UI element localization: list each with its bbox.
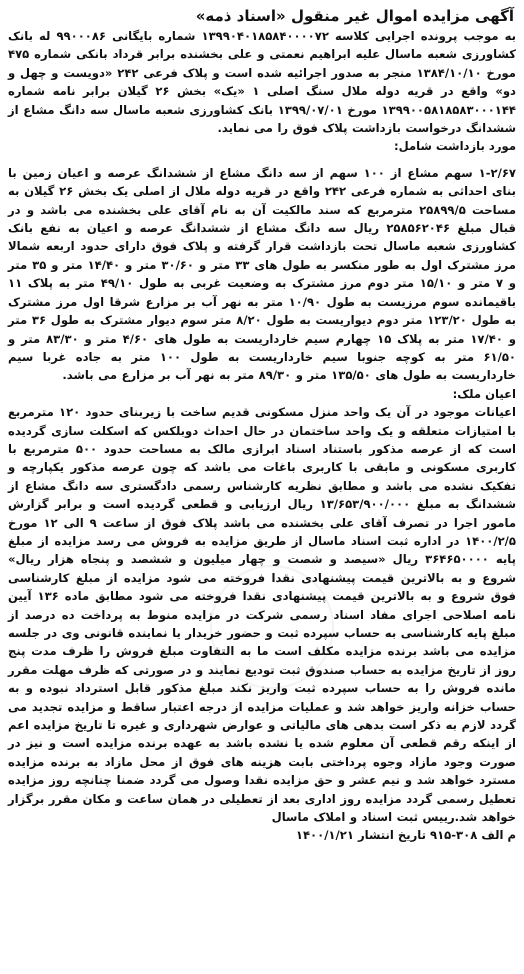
seized-items-label: مورد بازداشت شامل: — [393, 139, 516, 154]
seized-item-1-paragraph: ۱-۲/۶۷ سهم مشاع از ۱۰۰ سهم از سه دانگ مشاع از ششدانگ عرصه و اعیان زمین با بنای احداثی به شماره فرعی ۲۴۲ واقع در قریه دوله ملال از اصلی یک بخش ۲۶ گیلان به مساحت ۲۵۸۹۹/۵ مترمربع که سند مالکیت آن به نام آقای علی بخشنده می باشد و در قبال مبلغ ۲۵۸۵۶۲۰۴۶ ریال سه دانگ مشاع از ششدانگ عرصه و اعیان به نفع بانک کشاورزی شعبه ماسال تحت بازداشت قرار گرفته و پلاک فوق دارای حدود اربعه شمالا مرز مشترک اول به طور منکسر به طول های ۳۳ متر و ۳۰/۶۰ متر و ۱۴/۴۰ متر و ۳۵ متر و ۷ متر و ۱۵/۱۰ متر دوم مرز مشترک به وضعیت غربی به طول ۴۹/۱۰ متر به پلاک ۱۱ باقیمانده سوم مرزیست به طول ۱۰/۹۰ متر به نهر آب بر مزارع شرقا اول مرز مشترک به طول ۱۲۳/۲۰ متر دوم دیواریست به طول ۸/۲۰ متر سوم دیوار مشترک به طول ۳۶ متر و ۱۷/۴۰ متر به پلاک ۱۵ چهارم سیم خارداریست به طول های ۴/۶۰ متر و ۸۳/۳۰ متر و ۶۱/۵۰ متر به کوچه جنوبا سیم خارداریست به طول ۱۰۰ متر به جاده غربا سیم خارداریست به طول های ۱۳۵/۵۰ متر و ۸۹/۳۰ متر به نهر آب بر مزارع می باشد. — [8, 165, 516, 383]
estate-details-paragraph: اعیانات موجود در آن یک واحد منزل مسکونی قدیم ساخت با زیربنای حدود ۱۲۰ مترمربع با امتیازات متعلقه و یک واحد ساختمان در حال احداث دوبلکس که اسکلت سازی گردیده است که از عرصه مذکور باستناد اسناد ابرازی مالک به مساحت حدود ۵۰۰ مترمربع با کاربری مسکونی و مابقی با کاربری باغات می باشد که چون عرصه مذکور یکپارچه و تفکیک نشده می باشد و مطابق نظریه کارشناس رسمی دادگستری سه دانگ مشاع از ششدانگ به مبلغ ۱۳/۶۵۳/۹۰۰/۰۰۰ ریال ارزیابی و قطعی گردیده است و برابر گزارش مامور اجرا در تصرف آقای علی بخشنده می باشد پلاک فوق از ساعت ۹ الی ۱۲ مورخ ۱۴۰۰/۲/۵ در اداره ثبت اسناد ماسال از طریق مزایده به فروش می رسد مزایده از مبلغ پایه ۳۶۴۶۵۰۰۰۰ ریال «سیصد و شصت و چهار میلیون و ششصد و پنجاه هزار ریال» شروع و به بالاترین قیمت پیشنهادی نقدا فروخته می شود مزایده از مبلغ کارشناسی فوق شروع و به بالاترین قیمت پیشنهادی نقدا فروخته می شود مطابق ماده ۱۳۶ آیین نامه اصلاحی اجرای مفاد اسناد رسمی شرکت در مزایده منوط به پرداخت ده درصد از مبلغ پایه کارشناسی به حساب سپرده ثبت و حضور خریدار یا نماینده قانونی وی در جلسه مزایده می باشد برنده مزایده مکلف است ما به التفاوت مبلغ فروش را ظرف مدت پنج روز از تاریخ مزایده به حساب صندوق ثبت تودیع نمایند و در صورتی که ظرف مهلت مقرر مانده فروش را به حساب سپرده ثبت واریز نکند مبلغ مذکور قابل استرداد نبوده و به حساب خزانه واریز خواهد شد و عملیات مزایده از درجه اعتبار ساقط و مزایده تجدید می گردد لازم به ذکر است بدهی های مالیاتی و عوارض شهرداری و غیره تا تاریخ مزایده اعم از اینکه رقم قطعی آن معلوم شده یا نشده باشد به عهده برنده مزایده است و نیز در صورت وجود مازاد وجوه پرداختی بابت هزینه های فوق از محل مازاد به برنده مزایده مسترد خواهد شد و نیم عشر و حق مزایده نقدا وصول می گردد ضمنا چنانچه روز مزایده تعطیل رسمی گردد مزایده روز اداری بعد از تعطیلی در همان ساعت و مکان مقرر برگزار خواهد شد.رییس ثبت اسناد و املاک ماسال — [8, 405, 517, 825]
notice-title: آگهی مزایده اموال غیر منقول «اسناد ذمه» — [195, 7, 514, 25]
notice-footer: م الف ۳۰۸-۹۱۵ تاریخ انتشار ۱۴۰۰/۱/۲۱ — [295, 828, 516, 843]
notice-intro-paragraph: به موجب پرونده اجرایی کلاسه ۱۳۹۹۰۴۰۱۸۵۸۴۰۰۰۰۷۲ شماره بایگانی ۹۹۰۰۰۸۶ له بانک کشاورزی شعبه ماسال علیه ابراهیم نعمتی و علی بخشنده برابر قرداد بانکی شماره ۴۷۵ مورخ ۱۳۸۴/۱۰/۱۰ منجر به صدور اجرائیه شده است و پلاک فرعی ۲۴۲ «دویست و چهل و دو» واقع در قریه دوله ملال سنگ اصلی ۱ «یک» بخش ۲۶ گیلان برابر نامه شماره ۱۳۹۹۰۰۵۸۱۸۵۸۳۰۰۰۱۴۴ مورخ ۱۳۹۹/۰۷/۰۱ بانک کشاورزی شعبه ماسال سه دانگ مشاع از ششدانگ درخواست بازداشت پلاک فوق را می نماید. — [8, 29, 516, 136]
estate-label: اعیان ملک: — [452, 386, 516, 401]
spacer — [8, 156, 516, 164]
